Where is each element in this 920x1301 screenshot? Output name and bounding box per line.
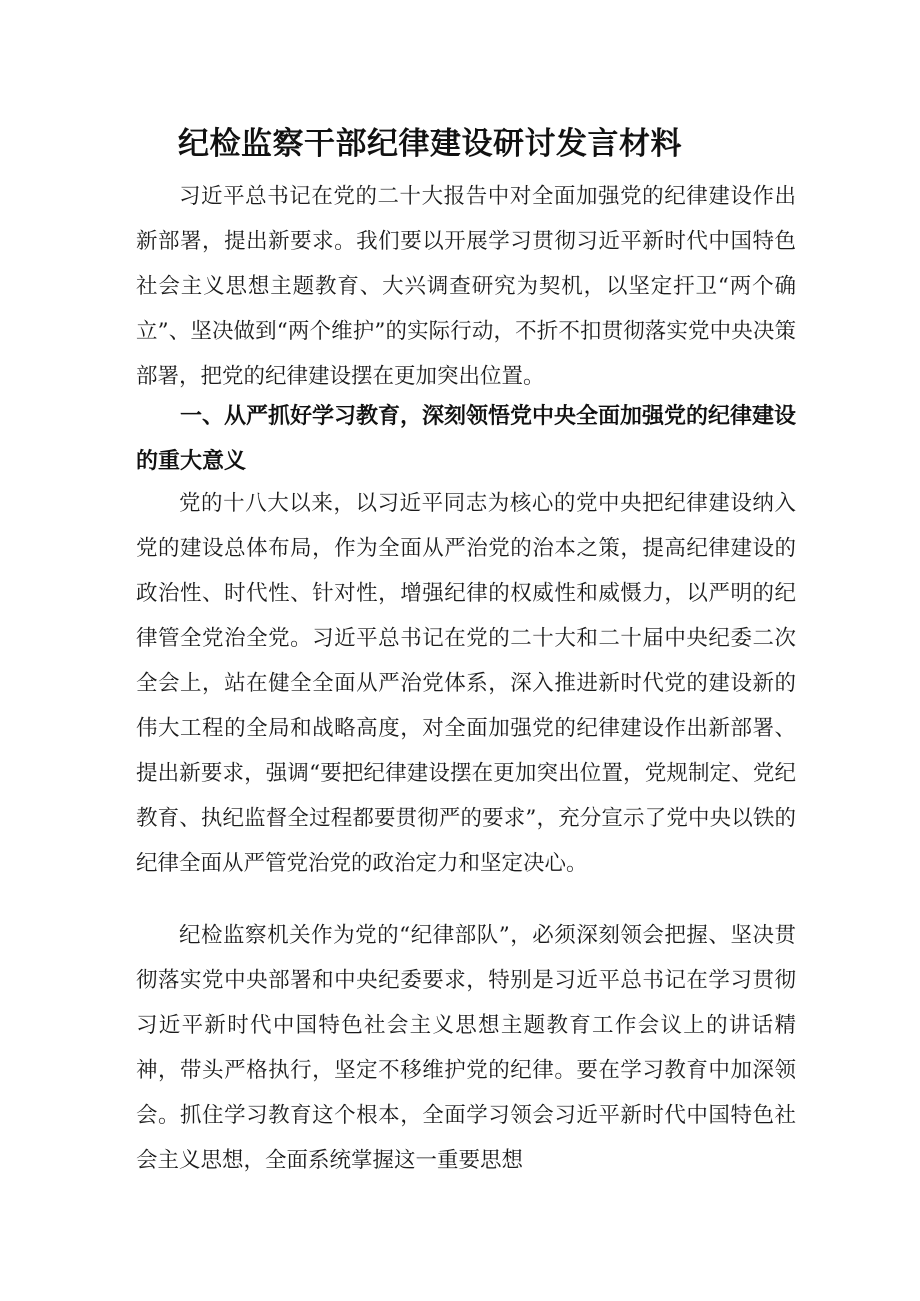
document-title: 纪检监察干部纪律建设研讨发言材料 <box>178 126 682 162</box>
section1-paragraph-1: 党的十八大以来，以习近平同志为核心的党中央把纪律建设纳入党的建设总体布局，作为全面从严治党的治本之策，提高纪律建设的政治性、时代性、针对性，增强纪律的权威性和威慑力，以严明的纪律管全党治全党。习近平总书记在党的二十大和二十届中央纪委二次全会上，站在健全全面从严治党体系，深入推进新时代党的建设新的伟大工程的全局和战略高度，对全面加强党的纪律建设作出新部署、提出新要求，强调“要把纪律建设摆在更加突出位置，党规制定、党纪教育、执纪监督全过程都要贯彻严的要求”，充分宣示了党中央以铁的纪律全面从严管党治党的政治定力和坚定决心。 <box>136 491 796 876</box>
section1-paragraph-2: 纪检监察机关作为党的“纪律部队”，必须深刻领会把握、坚决贯彻落实党中央部署和中央纪委要求，特别是习近平总书记在学习贯彻习近平新时代中国特色社会主义思想主题教育工作会议上的讲话精神，带头严格执行，坚定不移维护党的纪律。要在学习教育中加深领会。抓住学习教育这个根本，全面学习领会习近平新时代中国特色社会主义思想，全面系统掌握这一重要思想 <box>136 923 796 1173</box>
intro-paragraph: 习近平总书记在党的二十大报告中对全面加强党的纪律建设作出新部署，提出新要求。我们要以开展学习贯彻习近平新时代中国特色社会主义思想主题教育、大兴调查研究为契机，以坚定扞卫“两个确立”、坚决做到“两个维护”的实际行动，不折不扣贯彻落实党中央决策部署，把党的纪律建设摆在更加突出位置。 <box>136 184 796 389</box>
section-heading-1: 一、从严抓好学习教育，深刻领悟党中央全面加强党的纪律建设的重大意义 <box>136 404 797 474</box>
